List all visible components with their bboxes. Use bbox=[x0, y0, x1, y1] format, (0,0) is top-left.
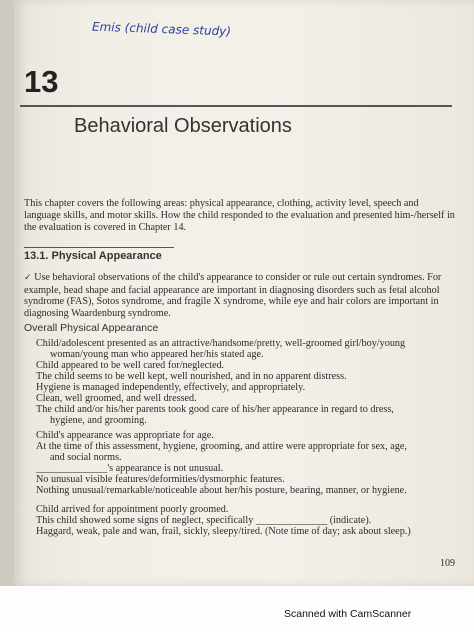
list-item: Hygiene is managed independently, effectively, and appropriately. bbox=[36, 382, 306, 393]
list-item: The child seems to be well kept, well nourished, and in no apparent distress. bbox=[36, 371, 347, 382]
section-title: 13.1. Physical Appearance bbox=[24, 250, 162, 262]
section-paragraph-text: Use behavioral observations of the child's appearance to consider or rule out certain syndromes. For example, head shape and facial appearance are important in diagnosing disorders such as fetal alcohol syndrome (FAS), Sotos syndrome, and fragile X syndrome, while eye and hair colors are important in diagnosing Waardenburg syndrome. bbox=[24, 272, 442, 319]
list-item: This child showed some signs of neglect, specifically ______________ (indicate). bbox=[36, 515, 372, 526]
list-item: Child's appearance was appropriate for age. bbox=[36, 430, 214, 441]
list-item: Child/adolescent presented as an attractive/handsome/pretty, well-groomed girl/boy/young woman/young man who appeared her/his stated age. bbox=[36, 338, 406, 360]
chapter-number: 13 bbox=[24, 64, 59, 99]
list-item: ______________'s appearance is not unusual. bbox=[36, 463, 224, 474]
subheading: Overall Physical Appearance bbox=[24, 322, 159, 334]
list-item: Haggard, weak, pale and wan, frail, sickly, sleepy/tired. (Note time of day; ask about sleep.) bbox=[36, 526, 411, 537]
list-item: At the time of this assessment, hygiene, grooming, and attire were appropriate for sex, age, and social norms. bbox=[36, 441, 407, 463]
list-item: Nothing unusual/remarkable/noticeable about her/his posture, bearing, manner, or hygiene. bbox=[36, 485, 407, 496]
chapter-title: Behavioral Observations bbox=[74, 115, 292, 137]
section-rule bbox=[24, 247, 174, 248]
page-number: 109 bbox=[440, 558, 455, 569]
chapter-rule bbox=[20, 105, 452, 107]
list-item: The child and/or his/her parents took good care of his/her appearance in regard to dress, hygiene, and grooming. bbox=[36, 404, 394, 426]
list-item: No unusual visible features/deformities/dysmorphic features. bbox=[36, 474, 285, 485]
list-item: Child appeared to be well cared for/neglected. bbox=[36, 360, 225, 371]
list-item: Clean, well groomed, and well dressed. bbox=[36, 393, 197, 404]
section-paragraph bbox=[24, 272, 456, 319]
checkmark-icon: ✓ bbox=[24, 273, 32, 283]
scanner-watermark: Scanned with CamScanner bbox=[284, 608, 412, 620]
list-item: Child arrived for appointment poorly groomed. bbox=[36, 504, 229, 515]
handwritten-note: Emis (child case study) bbox=[91, 19, 232, 39]
intro-paragraph: This chapter covers the following areas: physical appearance, clothing, activity level, speech and language skills, and motor skills. How the child responded to the evaluation and presented him-/herself in the evaluation is covered in Chapter 14. bbox=[24, 198, 455, 233]
